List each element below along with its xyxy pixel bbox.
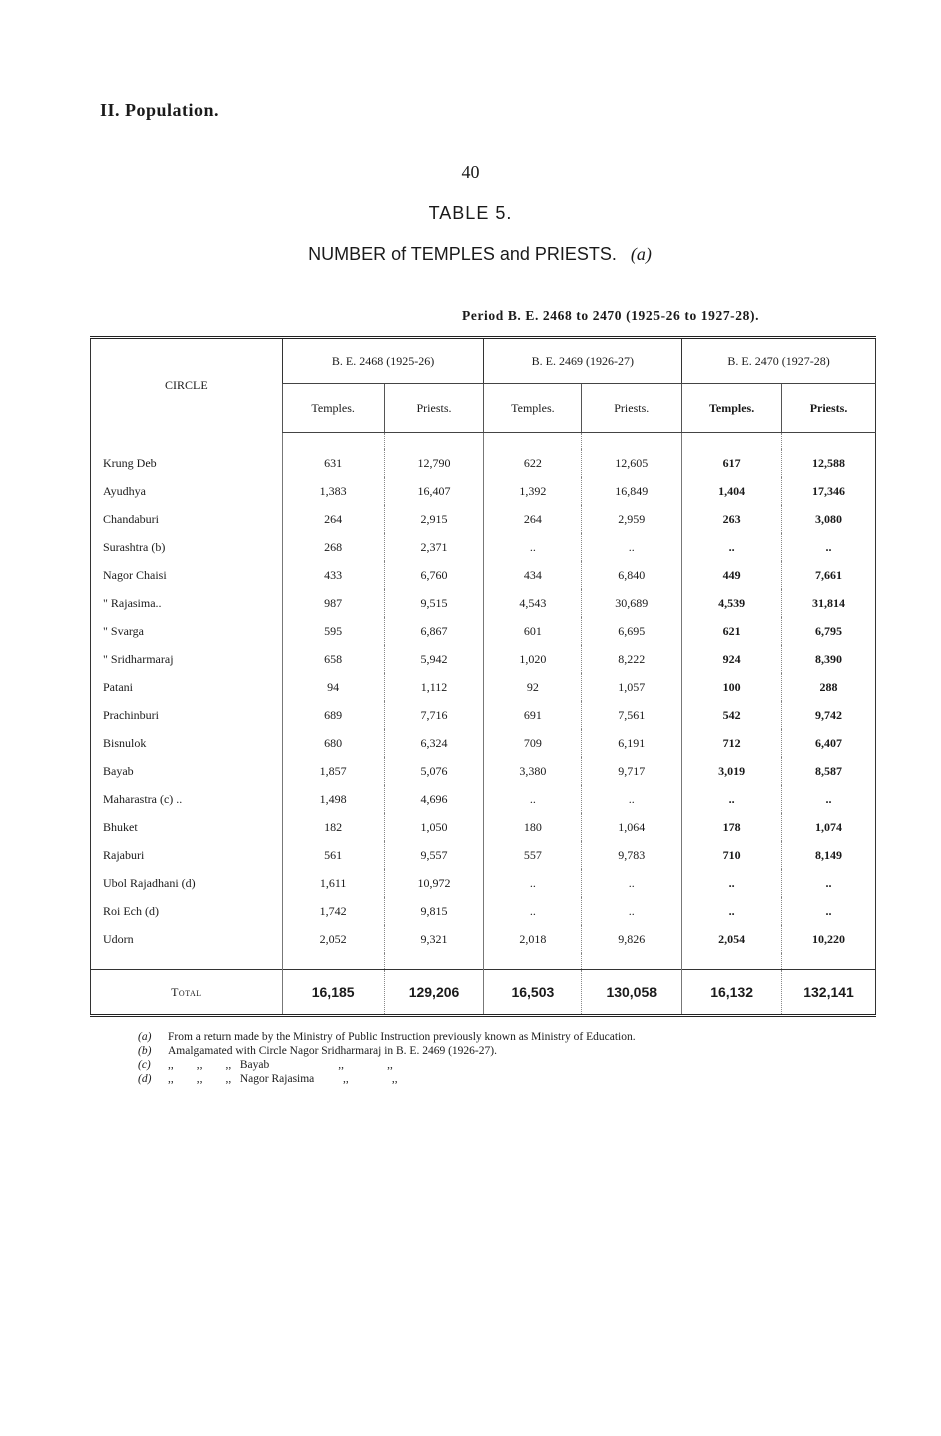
priests-header: Priests. (384, 384, 484, 433)
priests-header: Priests. (782, 384, 876, 433)
table-row (91, 869, 876, 897)
circle-name: Ayudhya (103, 483, 146, 498)
footnote-mark: (b) (138, 1045, 152, 1057)
priests-cell: 5,076 (384, 757, 484, 785)
priests-cell: 6,795 (782, 617, 876, 645)
temples-cell: 1,498 (282, 785, 384, 813)
footnote-text: Amalgamated with Circle Nagor Sridharmaraj in B. E. 2469 (1926-27). (168, 1045, 497, 1057)
temples-cell: .. (484, 785, 582, 813)
circle-name: Chandaburi (103, 511, 159, 526)
priests-cell: 8,587 (782, 757, 876, 785)
temples-cell: 924 (682, 645, 782, 673)
temples-cell: 601 (484, 617, 582, 645)
table-row (91, 757, 876, 785)
priests-cell: 6,840 (582, 561, 682, 589)
priests-cell: 1,057 (582, 673, 682, 701)
temples-cell: 268 (282, 533, 384, 561)
priests-cell: 6,695 (582, 617, 682, 645)
table-row (91, 589, 876, 617)
priests-cell: .. (582, 897, 682, 925)
temples-cell: 561 (282, 841, 384, 869)
priests-cell: 2,959 (582, 505, 682, 533)
temples-cell: 94 (282, 673, 384, 701)
priests-cell: .. (582, 533, 682, 561)
temples-cell: 2,018 (484, 925, 582, 953)
total-label: Total (91, 970, 283, 1016)
priests-cell: 16,407 (384, 477, 484, 505)
priests-cell: 8,222 (582, 645, 682, 673)
circle-name: Maharastra (c) .. (103, 791, 183, 806)
temples-cell: 1,392 (484, 477, 582, 505)
temples-header: Temples. (484, 384, 582, 433)
temples-cell: 4,543 (484, 589, 582, 617)
priests-cell: 8,390 (782, 645, 876, 673)
temples-cell: 617 (682, 449, 782, 477)
circle-name: Rajaburi (103, 847, 145, 862)
footnote (138, 1058, 636, 1072)
total-row (91, 970, 876, 1016)
temples-cell: 2,054 (682, 925, 782, 953)
temples-header: Temples. (682, 384, 782, 433)
circle-name: " Sridharmaraj (103, 651, 174, 666)
temples-cell: 712 (682, 729, 782, 757)
priests-cell: 1,064 (582, 813, 682, 841)
priests-cell: .. (782, 785, 876, 813)
table-row (91, 505, 876, 533)
temples-cell: .. (682, 869, 782, 897)
priests-cell: 1,050 (384, 813, 484, 841)
temples-cell: 691 (484, 701, 582, 729)
priests-cell: 288 (782, 673, 876, 701)
priests-cell: 7,661 (782, 561, 876, 589)
priests-cell: 12,605 (582, 449, 682, 477)
table-row (91, 701, 876, 729)
temples-cell: 557 (484, 841, 582, 869)
temples-cell: 621 (682, 617, 782, 645)
priests-cell: 9,557 (384, 841, 484, 869)
section-heading: II. Population. (100, 100, 220, 120)
page-number: 40 (461, 162, 480, 182)
priests-cell: 8,149 (782, 841, 876, 869)
period-header: B. E. 2469 (1926-27) (484, 338, 682, 384)
table-title (0, 244, 941, 265)
priests-cell: 12,790 (384, 449, 484, 477)
temples-header: Temples. (282, 384, 384, 433)
total-temples-cell: 16,185 (282, 970, 384, 1016)
priests-cell: 6,407 (782, 729, 876, 757)
priests-cell: 9,815 (384, 897, 484, 925)
table-row (91, 785, 876, 813)
table-row (91, 449, 876, 477)
table-row (91, 841, 876, 869)
circle-name: " Svarga (103, 623, 145, 638)
priests-cell: 6,760 (384, 561, 484, 589)
total-priests-cell: 129,206 (384, 970, 484, 1016)
priests-cell: 9,321 (384, 925, 484, 953)
priests-cell: .. (782, 897, 876, 925)
temples-cell: 987 (282, 589, 384, 617)
circle-name: Surashtra (b) (103, 539, 166, 554)
priests-cell: 9,783 (582, 841, 682, 869)
total-priests-cell: 132,141 (782, 970, 876, 1016)
priests-cell: 9,717 (582, 757, 682, 785)
table-row (91, 673, 876, 701)
temples-cell: 449 (682, 561, 782, 589)
priests-cell: .. (582, 869, 682, 897)
footnote-text: ,, ,, ,, Bayab ,, ,, (168, 1059, 393, 1071)
total-temples-cell: 16,132 (682, 970, 782, 1016)
priests-cell: 9,826 (582, 925, 682, 953)
temples-cell: 1,383 (282, 477, 384, 505)
temples-cell: .. (484, 869, 582, 897)
priests-cell: 31,814 (782, 589, 876, 617)
temples-cell: 689 (282, 701, 384, 729)
temples-cell: 595 (282, 617, 384, 645)
temples-cell: .. (682, 785, 782, 813)
priests-cell: 6,324 (384, 729, 484, 757)
priests-cell: .. (582, 785, 682, 813)
priests-header: Priests. (582, 384, 682, 433)
footnote-mark: (c) (138, 1059, 151, 1071)
priests-cell: 6,867 (384, 617, 484, 645)
priests-cell: 10,972 (384, 869, 484, 897)
priests-cell: 1,074 (782, 813, 876, 841)
circle-name: Nagor Chaisi (103, 567, 167, 582)
temples-cell: 180 (484, 813, 582, 841)
circle-header: CIRCLE (165, 378, 208, 393)
table-row (91, 561, 876, 589)
temples-cell: 1,020 (484, 645, 582, 673)
priests-cell: 2,371 (384, 533, 484, 561)
table-row (91, 617, 876, 645)
temples-cell: 182 (282, 813, 384, 841)
circle-name: Krung Deb (103, 455, 157, 470)
temples-cell: .. (484, 533, 582, 561)
table-title-note: (a) (630, 244, 652, 264)
temples-cell: 1,742 (282, 897, 384, 925)
table-row (91, 813, 876, 841)
temples-cell: 3,380 (484, 757, 582, 785)
period-header: B. E. 2470 (1927-28) (682, 338, 876, 384)
priests-cell: .. (782, 533, 876, 561)
temples-cell: 4,539 (682, 589, 782, 617)
period-caption: Period B. E. 2468 to 2470 (1925-26 to 1927-28). (462, 308, 760, 323)
footnote-mark: (d) (138, 1073, 152, 1085)
temples-cell: 680 (282, 729, 384, 757)
footnote (138, 1030, 636, 1044)
footnote-text: From a return made by the Ministry of Public Instruction previously known as Ministry of Education. (168, 1031, 636, 1043)
footnotes (138, 1030, 636, 1086)
temples-cell: 709 (484, 729, 582, 757)
temples-cell: 178 (682, 813, 782, 841)
temples-cell: 433 (282, 561, 384, 589)
footnote (138, 1044, 636, 1058)
table-row (91, 729, 876, 757)
priests-cell: 17,346 (782, 477, 876, 505)
temples-cell: 1,404 (682, 477, 782, 505)
temples-cell: 264 (282, 505, 384, 533)
table-row (91, 925, 876, 953)
circle-name: Bhuket (103, 819, 138, 834)
footnote-text: ,, ,, ,, Nagor Rajasima ,, ,, (168, 1073, 398, 1085)
priests-cell: 16,849 (582, 477, 682, 505)
priests-cell: 2,915 (384, 505, 484, 533)
table-row (91, 477, 876, 505)
circle-name: Roi Ech (d) (103, 903, 159, 918)
total-priests-cell: 130,058 (582, 970, 682, 1016)
temples-cell: 542 (682, 701, 782, 729)
temples-cell: .. (682, 897, 782, 925)
circle-name: Prachinburi (103, 707, 159, 722)
priests-cell: 4,696 (384, 785, 484, 813)
circle-name: " Rajasima.. (103, 595, 162, 610)
temples-cell: 3,019 (682, 757, 782, 785)
temples-cell: 1,611 (282, 869, 384, 897)
temples-cell: 622 (484, 449, 582, 477)
priests-cell: 9,515 (384, 589, 484, 617)
circle-name: Bisnulok (103, 735, 147, 750)
temples-cell: 710 (682, 841, 782, 869)
footnote-mark: (a) (138, 1031, 152, 1043)
priests-cell: .. (782, 869, 876, 897)
temples-cell: 434 (484, 561, 582, 589)
priests-cell: 3,080 (782, 505, 876, 533)
priests-cell: 9,742 (782, 701, 876, 729)
table-row (91, 645, 876, 673)
temples-cell: 631 (282, 449, 384, 477)
total-temples-cell: 16,503 (484, 970, 582, 1016)
priests-cell: 7,716 (384, 701, 484, 729)
table-number: TABLE 5. (428, 203, 513, 223)
temples-cell: 264 (484, 505, 582, 533)
temples-cell: 100 (682, 673, 782, 701)
temples-cell: 658 (282, 645, 384, 673)
priests-cell: 1,112 (384, 673, 484, 701)
temples-cell: .. (682, 533, 782, 561)
table-row (91, 533, 876, 561)
circle-name: Patani (103, 679, 133, 694)
temples-priests-table (90, 336, 876, 1017)
period-header: B. E. 2468 (1925-26) (282, 338, 484, 384)
priests-cell: 7,561 (582, 701, 682, 729)
priests-cell: 6,191 (582, 729, 682, 757)
circle-name: Ubol Rajadhani (d) (103, 875, 196, 890)
priests-cell: 12,588 (782, 449, 876, 477)
circle-name: Bayab (103, 763, 134, 778)
temples-cell: 92 (484, 673, 582, 701)
priests-cell: 5,942 (384, 645, 484, 673)
temples-cell: 2,052 (282, 925, 384, 953)
temples-cell: .. (484, 897, 582, 925)
temples-cell: 263 (682, 505, 782, 533)
footnote (138, 1072, 636, 1086)
table-row (91, 897, 876, 925)
priests-cell: 10,220 (782, 925, 876, 953)
temples-cell: 1,857 (282, 757, 384, 785)
priests-cell: 30,689 (582, 589, 682, 617)
table-title-text: NUMBER of TEMPLES and PRIESTS. (308, 244, 617, 264)
circle-name: Udorn (103, 931, 134, 946)
